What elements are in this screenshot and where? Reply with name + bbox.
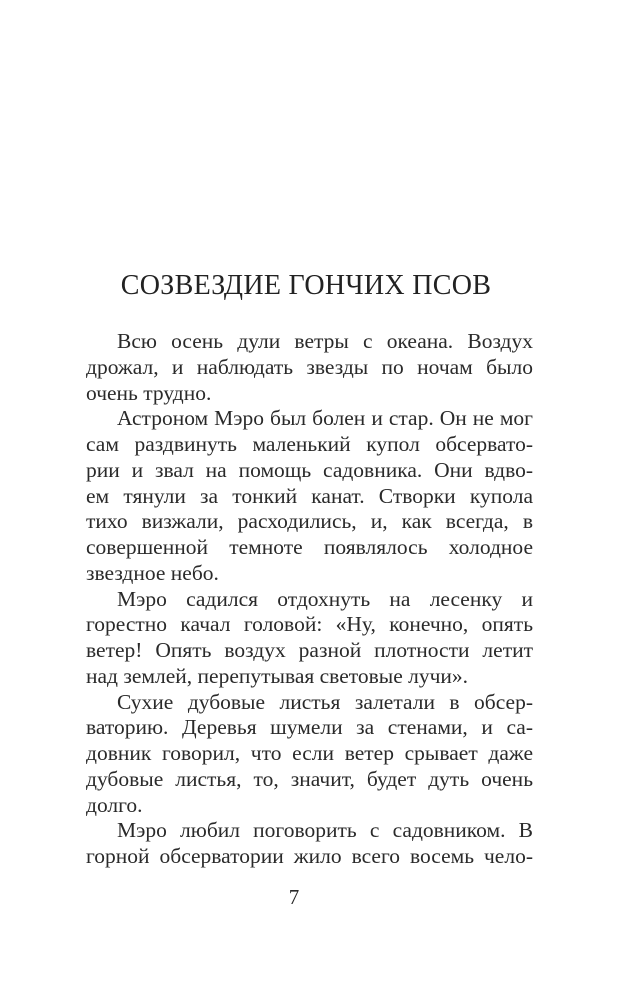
text-line: довник говорил, что если ветер срывает даже: [86, 741, 533, 765]
text-line: горестно качал головой: «Ну, конечно, опять: [86, 612, 533, 637]
paragraph: [86, 587, 533, 690]
text-line: дубовые листья, то, значит, будет дуть очень: [86, 766, 533, 791]
paragraph: [86, 406, 533, 586]
text-line: ем тянули за тонкий канат. Створки купола: [86, 483, 533, 508]
text-line: совершенной темноте появлялось холодное: [86, 535, 533, 559]
paragraph: [86, 329, 533, 406]
text-line: рии и звал на помощь садовника. Они вдво-: [86, 457, 533, 482]
text-line: Всю осень дули ветры с океана. Воздух: [117, 329, 533, 353]
text-line: Мэро любил поговорить с садовником. В: [117, 818, 533, 843]
text-line: Мэро садился отдохнуть на лесенку и: [117, 586, 533, 611]
text-line: ваторию. Деревья шумели за стенами, и са-: [86, 715, 533, 740]
paragraph: [86, 818, 533, 870]
text-line: очень трудно.: [86, 380, 212, 405]
text-line: горной обсерватории жило всего восемь чело-: [86, 844, 533, 868]
text-line: над землей, перепутывая световые лучи».: [86, 663, 469, 688]
text-line: сам раздвинуть маленький купол обсервато-: [86, 432, 533, 456]
page-number: 7: [288, 885, 300, 909]
paragraph: [86, 690, 533, 819]
text-line: звездное небо.: [86, 560, 219, 585]
chapter-title: СОЗВЕЗДИЕ ГОНЧИХ ПСОВ: [120, 270, 492, 301]
text-line: Астроном Мэро был болен и стар. Он не мог: [117, 406, 533, 431]
text-line: долго.: [86, 792, 143, 817]
text-line: ветер! Опять воздух разной плотности летит: [86, 638, 533, 662]
text-line: Сухие дубовые листья залетали в обсер-: [117, 689, 533, 714]
text-line: дрожал, и наблюдать звезды по ночам было: [86, 354, 533, 379]
text-line: тихо визжали, расходились, и, как всегда, в: [86, 509, 533, 534]
chapter-body: [86, 329, 533, 870]
